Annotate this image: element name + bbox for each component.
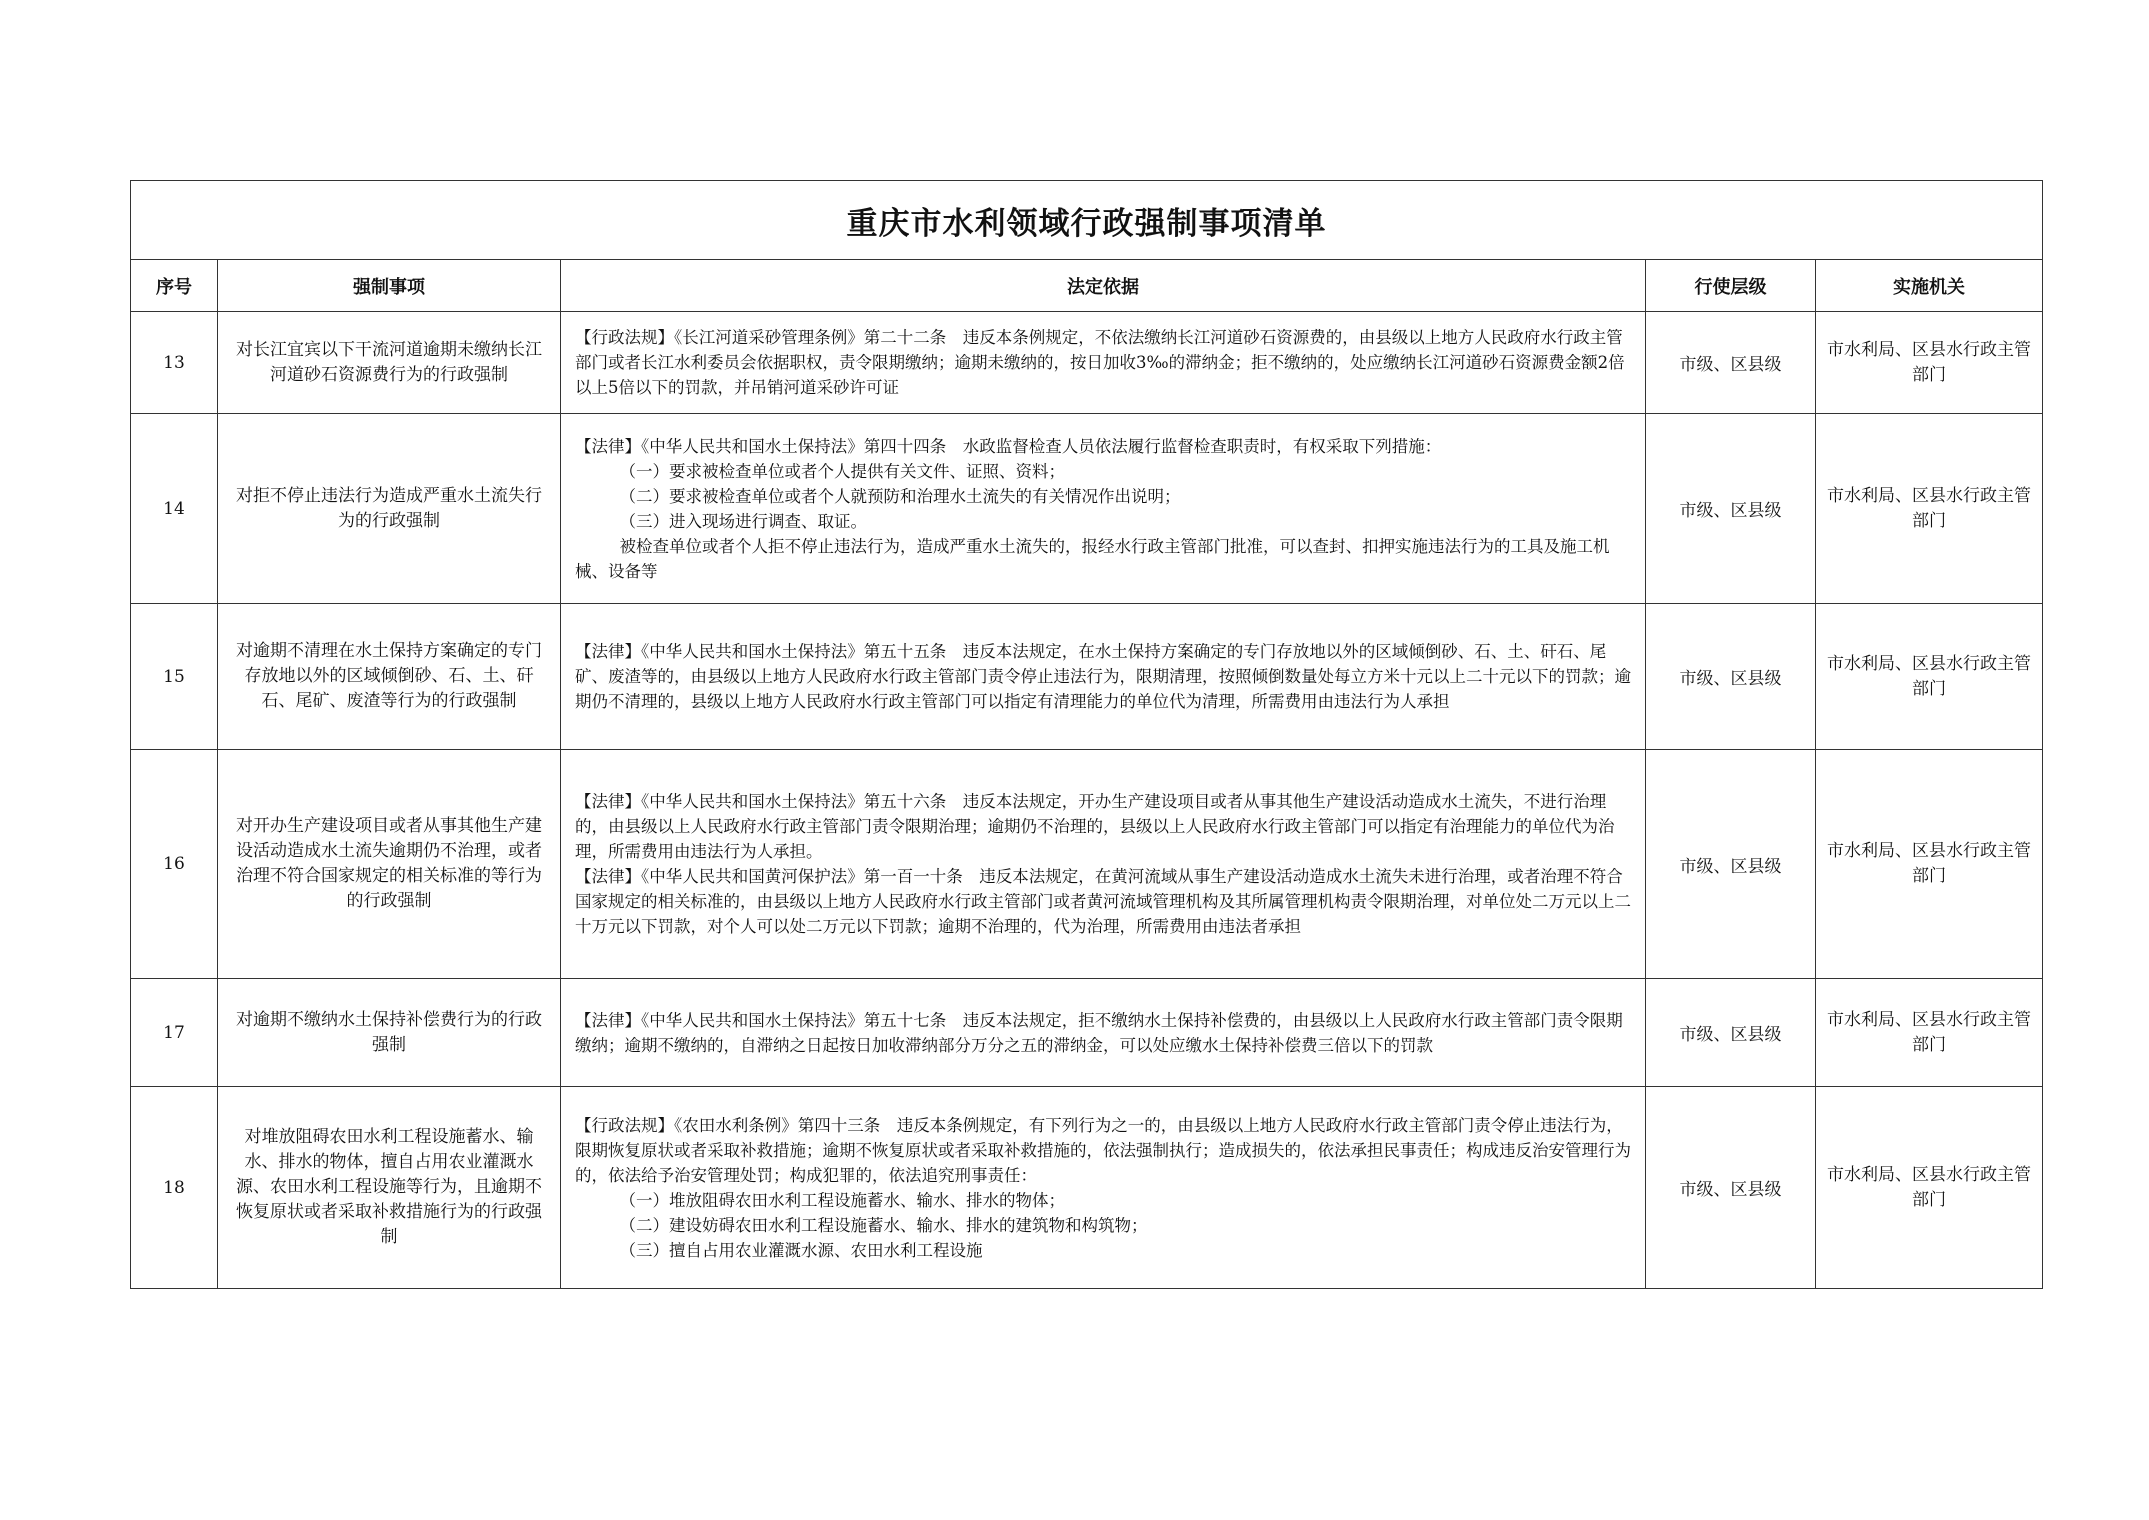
row-item: 对开办生产建设项目或者从事其他生产建设活动造成水土流失逾期仍不治理，或者治理不符合国家规定的相关标准的等行为的行政强制 [218,750,561,979]
row-agency: 市水利局、区县水行政主管部门 [1816,312,2043,414]
enforcement-items-table [130,180,2043,1289]
table-title: 重庆市水利领域行政强制事项清单 [131,181,2043,260]
header-item: 强制事项 [218,260,561,312]
table-row [131,414,2043,604]
row-basis [561,414,1646,604]
row-level: 市级、区县级 [1646,750,1816,979]
basis-line: 【法律】《中华人民共和国水土保持法》第五十五条 违反本法规定，在水土保持方案确定的专门存放地以外的区域倾倒砂、石、土、矸石、尾矿、废渣等的，由县级以上地方人民政府水行政主管部门责令停止违法行为，限期清理，按照倾倒数量处每立方米十元以上二十元以下的罚款；逾期仍不清理的，县级以上地方人民政府水行政主管部门可以指定有清理能力的单位代为清理，所需费用由违法行为人承担 [575,642,1631,711]
table-row [131,1087,2043,1289]
row-no: 13 [131,312,218,414]
basis-line: （二）建设妨碍农田水利工程设施蓄水、输水、排水的建筑物和构筑物； [619,1215,1148,1235]
basis-line: 【法律】《中华人民共和国黄河保护法》第一百一十条 违反本法规定，在黄河流域从事生产建设活动造成水土流失未进行治理，或者治理不符合国家规定的相关标准的，由县级以上地方人民政府水行政主管部门或者黄河流域管理机构及其所属管理机构责令限期治理，对单位处二万元以上二十万元以下罚款，对个人可以处二万元以下罚款；逾期不治理的，代为治理，所需费用由违法者承担 [575,867,1631,936]
basis-line: 【法律】《中华人民共和国水土保持法》第四十四条 水政监督检查人员依法履行监督检查职责时，有权采取下列措施： [575,436,1442,456]
table-row [131,312,2043,414]
table-row [131,979,2043,1087]
row-agency: 市水利局、区县水行政主管部门 [1816,414,2043,604]
basis-line: （一）堆放阻碍农田水利工程设施蓄水、输水、排水的物体； [619,1190,1066,1210]
row-item: 对长江宜宾以下干流河道逾期未缴纳长江河道砂石资源费行为的行政强制 [218,312,561,414]
basis-line: （三）进入现场进行调查、取证。 [619,511,868,531]
header-basis: 法定依据 [561,260,1646,312]
row-agency: 市水利局、区县水行政主管部门 [1816,604,2043,750]
row-agency: 市水利局、区县水行政主管部门 [1816,750,2043,979]
header-no: 序号 [131,260,218,312]
basis-line: 【法律】《中华人民共和国水土保持法》第五十七条 违反本法规定，拒不缴纳水土保持补偿费的，由县级以上人民政府水行政主管部门责令限期缴纳；逾期不缴纳的，自滞纳之日起按日加收滞纳部分万分之五的滞纳金，可以处应缴水土保持补偿费三倍以下的罚款 [575,1010,1623,1055]
table-row [131,604,2043,750]
basis-line: （二）要求被检查单位或者个人就预防和治理水土流失的有关情况作出说明； [619,486,1181,506]
row-no: 15 [131,604,218,750]
row-item: 对拒不停止违法行为造成严重水土流失行为的行政强制 [218,414,561,604]
header-level: 行使层级 [1646,260,1816,312]
header-row [131,260,2043,312]
basis-line: 【行政法规】《长江河道采砂管理条例》第二十二条 违反本条例规定，不依法缴纳长江河道砂石资源费的，由县级以上地方人民政府水行政主管部门或者长江水利委员会依据职权，责令限期缴纳；逾期未缴纳的，按日加收3‰的滞纳金；拒不缴纳的，处应缴纳长江河道砂石资源费金额2倍以上5倍以下的罚款，并吊销河道采砂许可证 [575,328,1625,397]
row-level: 市级、区县级 [1646,312,1816,414]
row-basis [561,604,1646,750]
row-basis [561,312,1646,414]
basis-line: 【法律】《中华人民共和国水土保持法》第五十六条 违反本法规定，开办生产建设项目或者从事其他生产建设活动造成水土流失，不进行治理的，由县级以上人民政府水行政主管部门责令限期治理；逾期仍不治理的，县级以上人民政府水行政主管部门可以指定有治理能力的单位代为治理，所需费用由违法行为人承担。 [575,792,1615,861]
row-no: 16 [131,750,218,979]
row-level: 市级、区县级 [1646,979,1816,1087]
row-agency: 市水利局、区县水行政主管部门 [1816,1087,2043,1289]
row-level: 市级、区县级 [1646,604,1816,750]
table-row [131,750,2043,979]
row-item: 对逾期不清理在水土保持方案确定的专门存放地以外的区域倾倒砂、石、土、矸石、尾矿、废渣等行为的行政强制 [218,604,561,750]
row-agency: 市水利局、区县水行政主管部门 [1816,979,2043,1087]
header-agency: 实施机关 [1816,260,2043,312]
row-basis [561,750,1646,979]
row-basis [561,979,1646,1087]
basis-line: （一）要求被检查单位或者个人提供有关文件、证照、资料； [619,461,1066,481]
row-item: 对逾期不缴纳水土保持补偿费行为的行政强制 [218,979,561,1087]
basis-line: 被检查单位或者个人拒不停止违法行为，造成严重水土流失的，报经水行政主管部门批准，可以查封、扣押实施违法行为的工具及施工机械、设备等 [575,536,1610,581]
row-no: 17 [131,979,218,1087]
basis-line: 【行政法规】《农田水利条例》第四十三条 违反本条例规定，有下列行为之一的，由县级以上地方人民政府水行政主管部门责令停止违法行为，限期恢复原状或者采取补救措施；逾期不恢复原状或者采取补救措施的，依法强制执行；造成损失的，依法承担民事责任；构成违反治安管理行为的，依法给予治安管理处罚；构成犯罪的，依法追究刑事责任： [575,1115,1631,1185]
row-no: 14 [131,414,218,604]
row-no: 18 [131,1087,218,1289]
row-basis [561,1087,1646,1289]
row-item: 对堆放阻碍农田水利工程设施蓄水、输水、排水的物体，擅自占用农业灌溉水源、农田水利工程设施等行为，且逾期不恢复原状或者采取补救措施行为的行政强制 [218,1087,561,1289]
row-level: 市级、区县级 [1646,1087,1816,1289]
basis-line: （三）擅自占用农业灌溉水源、农田水利工程设施 [619,1240,983,1260]
row-level: 市级、区县级 [1646,414,1816,604]
